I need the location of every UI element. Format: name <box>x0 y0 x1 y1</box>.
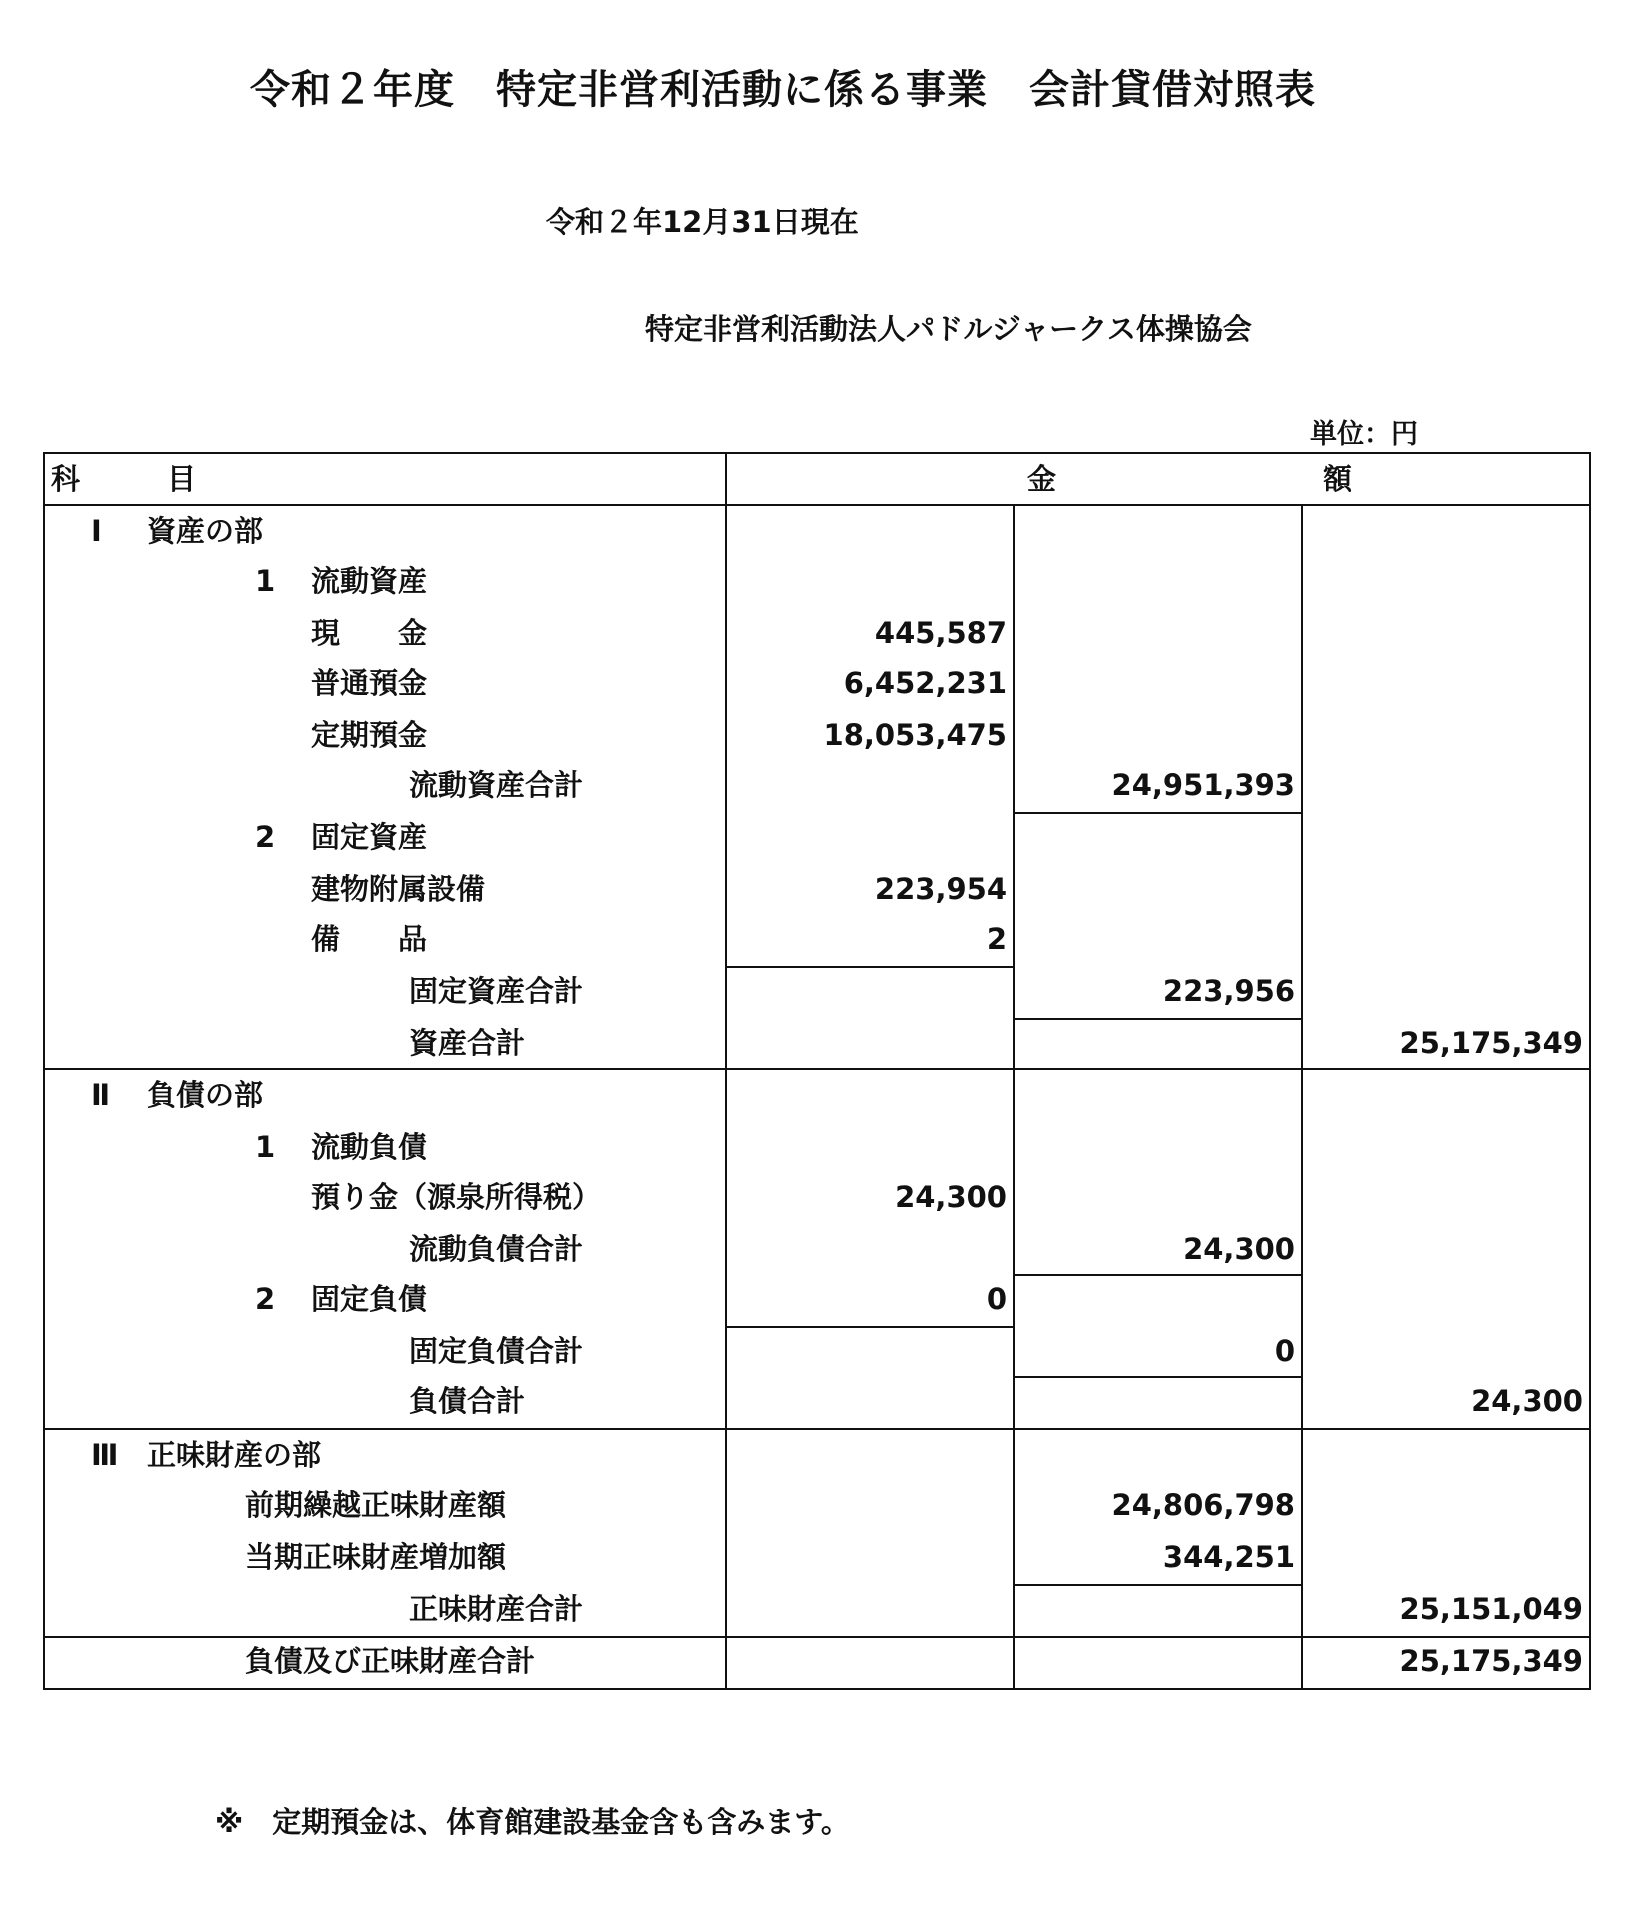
section-roman-1: Ⅰ <box>91 514 102 548</box>
current-assets: 流動資産 <box>311 564 428 598</box>
prior-net-assets-label: 前期繰越正味財産額 <box>245 1488 507 1522</box>
building-equipment-label: 建物附属設備 <box>311 872 486 906</box>
grand-total-amount: 25,175,349 <box>1399 1644 1583 1678</box>
building-equipment-amount: 223,954 <box>874 872 1007 906</box>
subsection-liab-1: 1 <box>255 1130 276 1164</box>
cash-amount: 445,587 <box>874 616 1007 650</box>
current-liabilities: 流動負債 <box>311 1130 428 1164</box>
subsection-2: 2 <box>255 820 276 854</box>
ordinary-deposit-amount: 6,452,231 <box>843 666 1007 700</box>
net-assets-increase-label: 当期正味財産増加額 <box>245 1540 507 1574</box>
fixed-liabilities-amount: 0 <box>986 1282 1007 1316</box>
time-deposit-amount: 18,053,475 <box>823 718 1007 752</box>
net-assets-total-amount: 25,151,049 <box>1399 1592 1583 1626</box>
fixtures-amount: 2 <box>986 922 1007 956</box>
section-assets: 資産の部 <box>147 514 264 548</box>
fixed-liabilities-total-amount: 0 <box>1274 1334 1295 1368</box>
assets-total-label: 資産合計 <box>409 1026 526 1060</box>
ordinary-deposit-label: 普通預金 <box>311 666 428 700</box>
net-assets-increase-amount: 344,251 <box>1162 1540 1295 1574</box>
as-of-date: 令和２年12月31日現在 <box>546 205 859 239</box>
prior-net-assets-amount: 24,806,798 <box>1111 1488 1295 1522</box>
liabilities-total-amount: 24,300 <box>1471 1384 1583 1418</box>
fixed-liabilities-total-label: 固定負債合計 <box>409 1334 584 1368</box>
subsection-liab-2: 2 <box>255 1282 276 1316</box>
current-assets-total-amount: 24,951,393 <box>1111 768 1295 802</box>
time-deposit-label: 定期預金 <box>311 718 428 752</box>
fixtures-label: 備 品 <box>311 922 428 956</box>
withholding-label: 預り金（源泉所得税） <box>311 1180 602 1214</box>
grand-total-label: 負債及び正味財産合計 <box>245 1644 536 1678</box>
header-subject: 科 目 <box>51 462 197 496</box>
current-liabilities-total-amount: 24,300 <box>1183 1232 1295 1266</box>
section-roman-3: Ⅲ <box>91 1438 119 1472</box>
subsection-1: 1 <box>255 564 276 598</box>
current-assets-total-label: 流動資産合計 <box>409 768 584 802</box>
withholding-amount: 24,300 <box>895 1180 1007 1214</box>
fixed-liabilities: 固定負債 <box>311 1282 428 1316</box>
current-liabilities-total-label: 流動負債合計 <box>409 1232 584 1266</box>
section-net-assets: 正味財産の部 <box>147 1438 322 1472</box>
section-liabilities: 負債の部 <box>147 1078 264 1112</box>
organization-name: 特定非営利活動法人パドルジャークス体操協会 <box>645 312 1252 346</box>
header-amount-2: 額 <box>1323 462 1353 496</box>
unit-label: 単位：円 <box>1310 419 1418 450</box>
balance-sheet-table <box>43 452 1591 1690</box>
liabilities-total-label: 負債合計 <box>409 1384 526 1418</box>
net-assets-total-label: 正味財産合計 <box>409 1592 584 1626</box>
cash-label: 現 金 <box>311 616 428 650</box>
fixed-assets: 固定資産 <box>311 820 428 854</box>
fixed-assets-total-label: 固定資産合計 <box>409 974 584 1008</box>
document-title: 令和２年度 特定非営利活動に係る事業 会計貸借対照表 <box>250 67 1316 113</box>
header-amount-1: 金 <box>1027 462 1057 496</box>
footnote: ※ 定期預金は、体育館建設基金含も含みます。 <box>215 1805 850 1839</box>
section-roman-2: Ⅱ <box>91 1078 111 1112</box>
assets-total-amount: 25,175,349 <box>1399 1026 1583 1060</box>
fixed-assets-total-amount: 223,956 <box>1162 974 1295 1008</box>
